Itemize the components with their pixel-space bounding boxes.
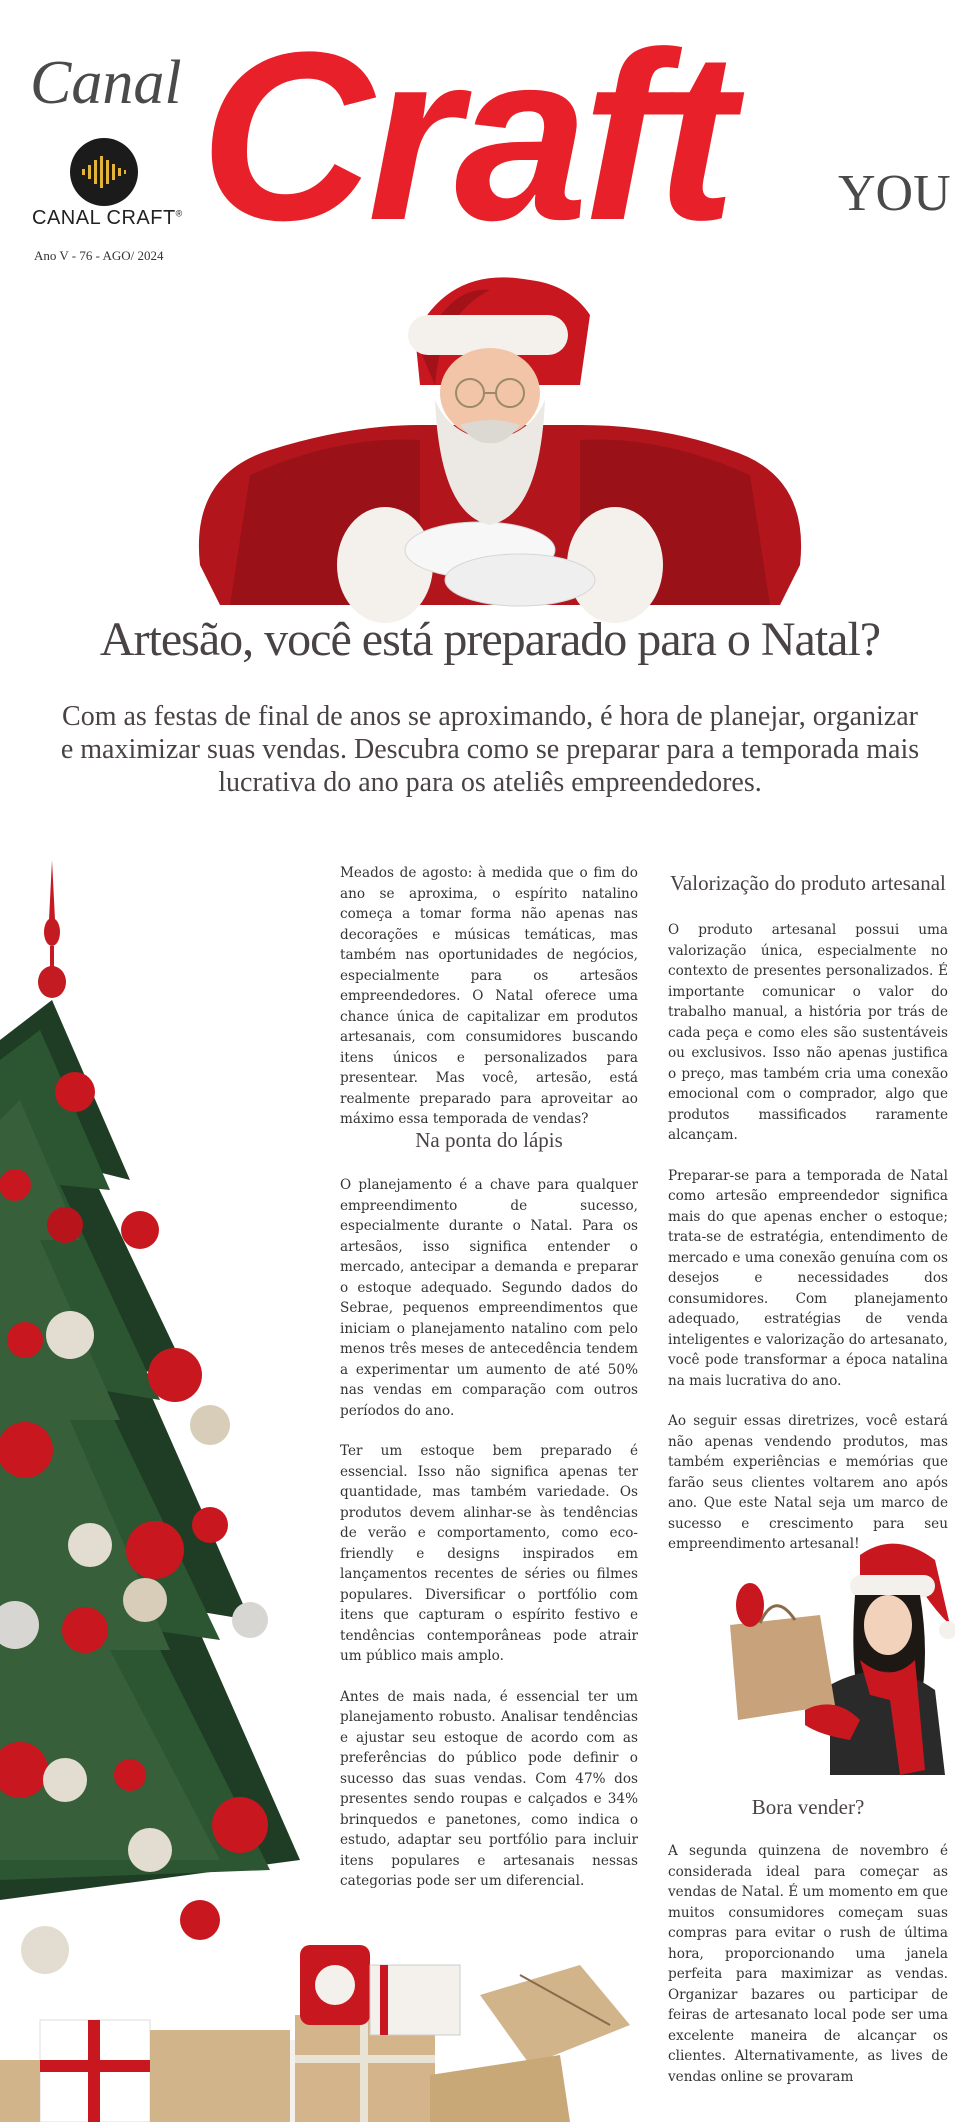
- registered-mark: ®: [175, 208, 183, 219]
- paragraph: O planejamento é a chave para qualquer empreendimento de sucesso, especialmente durante o Natal. Para os artesãos, isso significa entender o mercado, antecipar a demanda e preparar o estoque adequado. Segundo dados do Sebrae, pequenos empreendimentos que iniciam o planejamento natalino com pelo menos três meses de antecedência tendem a experimentar um aumento de até 50% nas vendas em comparação com outros períodos do ano.: [340, 1177, 638, 1419]
- paragraph: Ter um estoque bem preparado é essencial. Isso não significa apenas ter quantidade, mas também variedade. Os produtos devem alinhar-se às tendências de verão e comportamento, como eco-friendly e designs inspirados em lançamentos recentes de séries ou filmes populares. Diversificar o portfólio com itens que capturam o espírito festivo e tendências contemporâneas pode atrair um público mais amplo.: [340, 1443, 638, 1664]
- paragraph: Antes de mais nada, é essencial ter um planejamento robusto. Analisar tendências e ajustar seu estoque de acordo com as preferências do público pode definir o sucesso das suas vendas. Com 47% dos presentes sendo roupas e calçados e 34% brinquedos e panetones, como indica o estudo, adaptar seu portfólio para incluir itens populares e artesanais nessas categorias pode ser um diferencial.: [340, 1688, 638, 1889]
- subhead-valorizacao: Valorização do produto artesanal: [670, 871, 946, 895]
- logo-name: [32, 207, 183, 230]
- paragraph: A segunda quinzena de novembro é considerada ideal para começar as vendas de Natal. É um momento em que muitos consumidores começam suas compras para evitar o rush de última hora, proporcionando uma janela perfeita para maximizar as vendas. Organizar bazares ou participar de feiras de artesanato local pode ser uma excelente maneira de alcançar os clientes. Alternativamente, as lives de vendas online se provaram: [668, 1843, 948, 2085]
- masthead-craft: Craft: [200, 2, 731, 270]
- article-column-2: [668, 920, 948, 1575]
- headline: Artesão, você está preparado para o Natal?: [99, 613, 881, 666]
- article-column-3: [668, 1841, 948, 2107]
- subhead-na-ponta-do-lapis: Na ponta do lápis: [415, 1128, 563, 1152]
- issue-info: Ano V - 76 - AGO/ 2024: [34, 248, 164, 263]
- deck-subtitle: Com as festas de final de anos se aproximando, é hora de planejar, organizar e maximizar suas vendas. Descubra como se preparar para a temporada mais lucrativa do ano para os ateliês empreendedores.: [60, 701, 920, 798]
- gift-boxes-image: [280, 1935, 680, 2122]
- paragraph: O produto artesanal possui uma valorização única, especialmente no contexto de presentes personalizados. É importante comunicar o valor do trabalho manual, a história por trás de cada peça e como eles são sustentáveis ou exclusivos. Isso não apenas justifica o preço, mas também cria uma conexão emocional com o comprador, algo que produtos massificados raramente alcançam.: [668, 922, 948, 1143]
- paragraph: Ao seguir essas diretrizes, você estará não apenas vendendo produtos, mas também experiências e memórias que farão seus clientes voltarem ano após ano. Que este Natal seja um marco de sucesso e crescimento para seu empreendimento artesanal!: [668, 1413, 948, 1552]
- intro-paragraph: Meados de agosto: à medida que o fim do ano se aproxima, o espírito natalino começa a tomar forma não apenas nas decorações e músicas temáticas, mas também nas oportunidades de negócios, especialmente para os artesãos empreendedores. O Natal oferece uma chance única de capitalizar em produtos artesanais, com consumidores buscando itens únicos e personalizados para presentear. Mas você, artesão, está realmente preparado para aproveitar ao máximo essa temporada de vendas?: [340, 865, 638, 1127]
- paragraph: Preparar-se para a temporada de Natal como artesão empreendedor significa mais do que apenas encher o estoque; trata-se de estratégia, entendimento de mercado e uma conexão genuína com os desejos e necessidades dos consumidores. Com planejamento adequado, estratégias de venda inteligentes e valorização do artesanato, você pode transformar a época natalina na mais lucrativa do ano.: [668, 1167, 948, 1389]
- santa-claus-image: [190, 275, 810, 625]
- masthead-you: YOU: [838, 165, 951, 222]
- subhead-bora-vender: Bora vender?: [751, 1795, 865, 1819]
- sound-wave-icon: [70, 138, 138, 206]
- article-column-1-body: [340, 1175, 638, 1912]
- logo-name-text: CANAL CRAFT: [32, 207, 176, 229]
- christmas-tree-image: [0, 860, 335, 2122]
- logo-mark: [70, 138, 138, 206]
- article-column-1: [340, 863, 638, 1150]
- masthead-canal: Canal: [30, 49, 182, 117]
